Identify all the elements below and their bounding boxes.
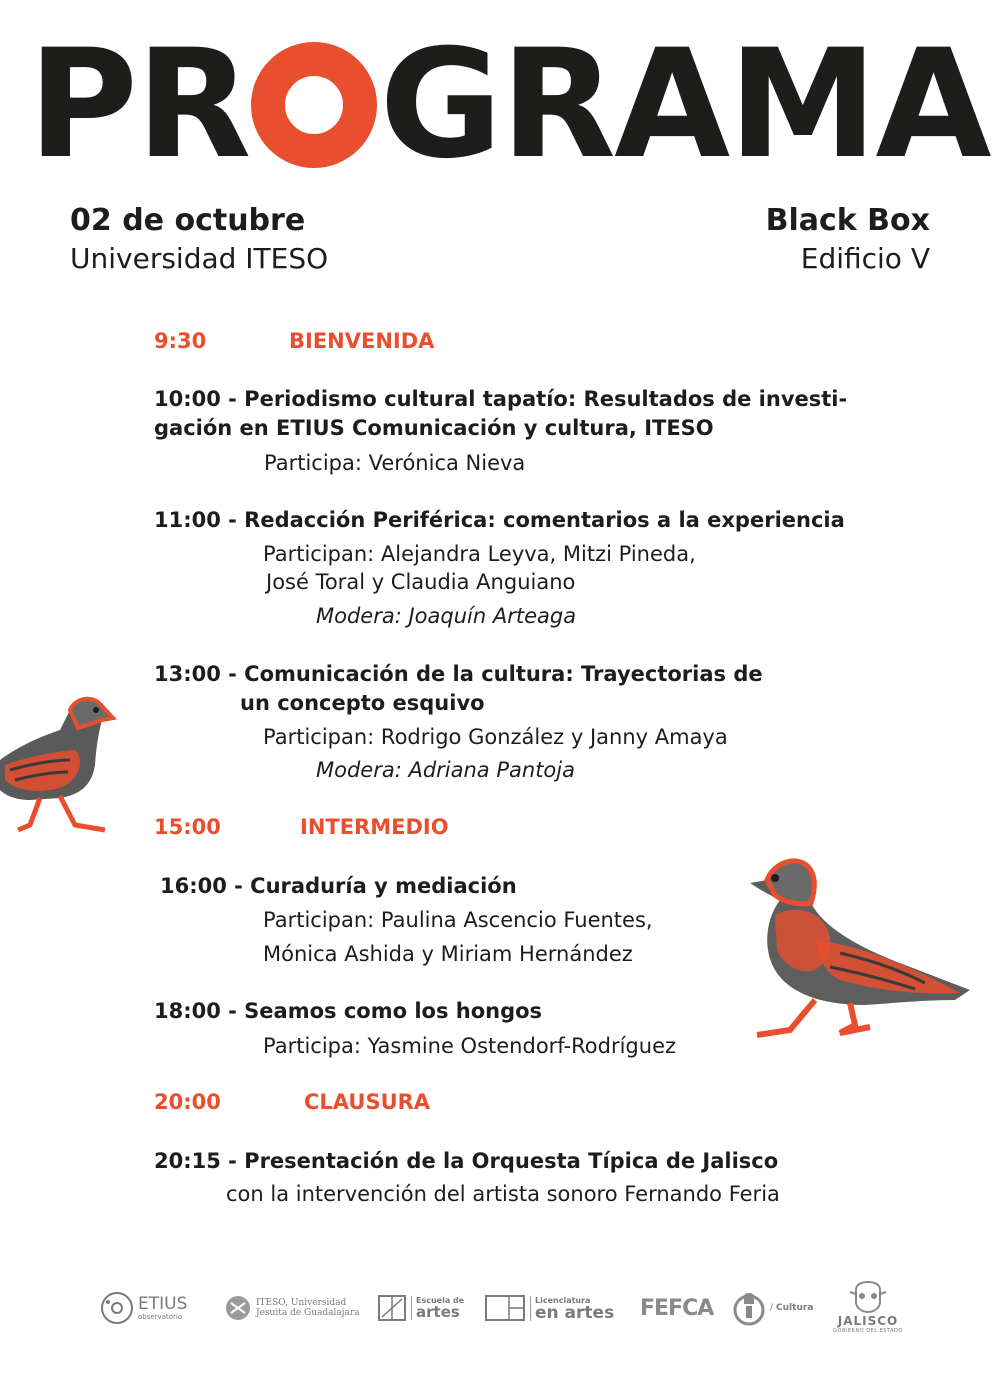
logo-fefca bbox=[640, 1278, 715, 1338]
university-name: Universidad ITESO bbox=[70, 242, 329, 275]
title-letter-r2: R bbox=[500, 18, 615, 192]
etius-icon bbox=[100, 1291, 134, 1325]
logo-iteso-sub: Jesuita de Guadalajara bbox=[256, 1308, 360, 1318]
session4-participants-line2: Mónica Ashida y Miriam Hernández bbox=[263, 942, 633, 966]
session3-participants: Participan: Rodrigo González y Janny Amaya bbox=[263, 725, 728, 749]
logo-cultura-name: Cultura bbox=[776, 1303, 814, 1313]
title-letter-p: P bbox=[28, 18, 136, 192]
session5-title: 18:00 - Seamos como los hongos bbox=[154, 999, 543, 1023]
session4-title: 16:00 - Curaduría y mediación bbox=[160, 874, 517, 898]
title-letter-r: R bbox=[135, 18, 250, 192]
logo-licenciatura-artes bbox=[485, 1278, 625, 1338]
licenciatura-icon bbox=[485, 1295, 525, 1321]
title-letter-a2: A bbox=[875, 18, 990, 192]
break-time: 15:00 bbox=[154, 815, 221, 839]
session6-title: 20:15 - Presentación de la Orquesta Típica de Jalisco bbox=[154, 1149, 779, 1173]
logo-escuela-name: Escuela de bbox=[416, 1296, 465, 1305]
session2-participants-line2: José Toral y Claudia Anguiano bbox=[266, 570, 576, 594]
iteso-shield-icon bbox=[225, 1295, 251, 1321]
logo-jalisco bbox=[832, 1272, 904, 1342]
session2-participants-line1: Participan: Alejandra Leyva, Mitzi Pineda, bbox=[263, 542, 696, 566]
session3-moderator: Modera: Adriana Pantoja bbox=[316, 758, 575, 782]
logo-escuela-sub: artes bbox=[416, 1303, 460, 1321]
logo-iteso-name: ITESO, Universidad bbox=[256, 1298, 347, 1308]
session5-participants: Participa: Yasmine Ostendorf-Rodríguez bbox=[263, 1034, 677, 1058]
title-letter-o-ring bbox=[249, 40, 379, 170]
building-name: Edificio V bbox=[800, 242, 930, 275]
logo-jalisco-sub: GOBIERNO DEL ESTADO bbox=[833, 1328, 903, 1334]
cultura-emblem-icon bbox=[732, 1290, 766, 1326]
session4-participants-line1: Participan: Paulina Ascencio Fuentes, bbox=[263, 908, 653, 932]
closing-label: CLAUSURA bbox=[304, 1090, 431, 1114]
title-letter-m: M bbox=[728, 18, 876, 192]
logo-iteso bbox=[225, 1278, 360, 1338]
session2-moderator: Modera: Joaquín Arteaga bbox=[316, 604, 577, 628]
event-date: 02 de octubre bbox=[70, 203, 306, 238]
logo-etius-sub: observatorio bbox=[138, 1313, 183, 1321]
session2-title: 11:00 - Redacción Periférica: comentarios a la experiencia bbox=[154, 508, 845, 532]
pigeon-illustration-right bbox=[745, 855, 975, 1045]
logo-etius-name: ETIUS bbox=[138, 1294, 188, 1314]
welcome-time: 9:30 bbox=[154, 329, 207, 353]
jalisco-crest-icon bbox=[848, 1280, 888, 1314]
logo-escuela-artes bbox=[378, 1278, 468, 1338]
session3-title-line1: 13:00 - Comunicación de la cultura: Trayectorias de bbox=[154, 662, 763, 686]
title-letter-g: G bbox=[379, 18, 501, 192]
logo-fefca-name: FEFCA bbox=[640, 1295, 714, 1321]
pigeon-illustration-left bbox=[0, 690, 120, 840]
session1-participants: Participa: Verónica Nieva bbox=[264, 451, 526, 475]
venue-name: Black Box bbox=[765, 203, 930, 238]
logo-cultura: / Cultura bbox=[732, 1278, 817, 1338]
closing-time: 20:00 bbox=[154, 1090, 221, 1114]
session1-title-line2: gación en ETIUS Comunicación y cultura, ITESO bbox=[154, 416, 714, 440]
page-title bbox=[28, 18, 990, 192]
session1-title-line1: 10:00 - Periodismo cultural tapatío: Resultados de investi- bbox=[154, 387, 848, 411]
title-letter-a: A bbox=[614, 18, 729, 192]
logo-licenciatura-name: Licenciatura bbox=[535, 1295, 591, 1305]
welcome-label: BIENVENIDA bbox=[289, 329, 435, 353]
logo-jalisco-name: JALISCO bbox=[837, 1314, 899, 1328]
session3-title-line2: un concepto esquivo bbox=[240, 691, 485, 715]
logo-licenciatura-sub: en artes bbox=[535, 1302, 615, 1323]
session6-subtitle: con la intervención del artista sonoro Fernando Feria bbox=[226, 1182, 780, 1206]
break-label: INTERMEDIO bbox=[300, 815, 449, 839]
escuela-artes-icon bbox=[378, 1295, 406, 1321]
logo-etius bbox=[100, 1278, 205, 1338]
